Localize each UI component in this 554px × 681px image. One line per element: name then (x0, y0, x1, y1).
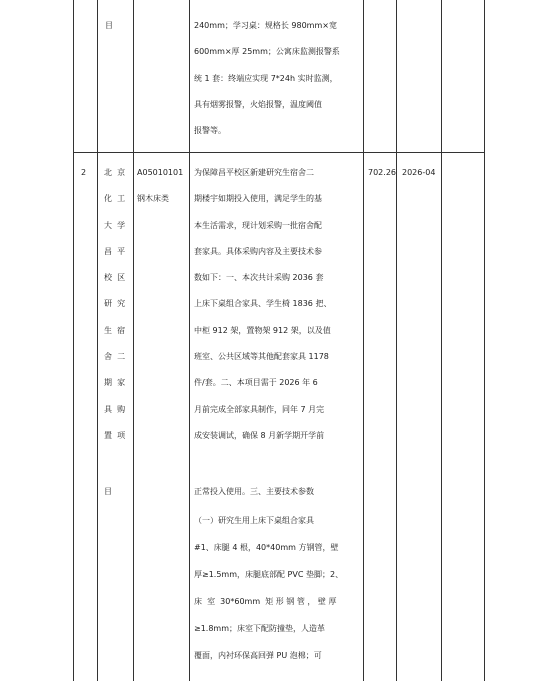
content-line: 具有烟雾报警，火焰报警，温度阈值 (194, 100, 322, 109)
column-divider-index (97, 0, 98, 681)
content-line: 成安装调试，确保 8 月新学期开学前 (194, 431, 325, 440)
content-line: 600mm×厚 25mm；公寓床监测报警系 (194, 47, 340, 56)
content-line: 本生活需求，现计划采购一批宿舍配 (194, 221, 322, 230)
date-value: 2026-04 (402, 168, 436, 177)
content-line: （一）研究生用上床下桌组合家具 (194, 516, 314, 525)
amount-value: 702.26 (368, 168, 396, 177)
project-name-line: 研 究 (104, 299, 126, 308)
content-line: 覆面，内衬环保高回弹 PU 泡棉；可 (194, 651, 322, 660)
project-name-line: 期 家 (104, 378, 126, 387)
content-line: 240mm；学习桌：规格长 980mm×宽 (194, 21, 337, 30)
project-name-tail: 目 (105, 21, 113, 30)
content-line: 月前完成全部家具制作，同年 7 月完 (194, 405, 325, 414)
column-divider-content (363, 0, 364, 681)
column-divider-amount (396, 0, 397, 681)
column-divider-name (133, 0, 134, 681)
content-line: 上床下桌组合家具、学生椅 1836 把、 (194, 299, 332, 308)
project-name-line: 舍 二 (104, 352, 126, 361)
content-line: 厚≥1.5mm，床腿底部配 PVC 垫脚；2、 (194, 570, 344, 579)
project-name-line: 置 项 (104, 431, 126, 440)
content-line: 期楼宇如期投入使用，满足学生的基 (194, 194, 322, 203)
project-name-cell (104, 0, 132, 681)
content-line: 统 1 套：终端应实现 7*24h 实时监测， (194, 74, 338, 83)
project-name-line: 化 工 (104, 194, 126, 203)
project-name-line: 目 (104, 487, 112, 496)
content-line: 报警等。 (194, 126, 226, 135)
content-line: 中柜 912 架，置物架 912 架，以及值 (194, 326, 331, 335)
project-name-line: 昌 平 (104, 247, 126, 256)
content-line: 数如下：一、本次共计采购 2036 套 (194, 273, 324, 282)
table-border-right (484, 0, 485, 681)
content-line: 为保障昌平校区新建研究生宿舍二 (194, 168, 314, 177)
table-border-left (73, 0, 74, 681)
content-cell-row2 (194, 0, 360, 681)
column-divider-code (189, 0, 190, 681)
project-name-line: 北 京 (104, 168, 126, 177)
item-category: 钢木床类 (137, 194, 169, 203)
project-name-line: 校 区 (104, 273, 126, 282)
project-name-line: 生 宿 (104, 326, 126, 335)
content-line: #1、床腿 4 根，40*40mm 方钢管，壁 (194, 543, 339, 552)
content-line: ≥1.8mm；床室下配防撞垫，人造革 (194, 624, 326, 633)
content-line: 套家具。具体采购内容及主要技术参 (194, 247, 322, 256)
item-code: A05010101 (137, 168, 184, 177)
row-index: 2 (81, 168, 87, 177)
content-line: 正常投入使用。三、主要技术参数 (194, 487, 314, 496)
content-line: 床 室 30*60mm 矩 形 钢 管 ， 壁 厚 (194, 597, 337, 606)
project-name-line: 大 学 (104, 221, 126, 230)
column-divider-date (441, 0, 442, 681)
content-line: 班室、公共区域等其他配套家具 1178 (194, 352, 329, 361)
content-line: 件/套。二、本项目需于 2026 年 6 (194, 378, 318, 387)
project-name-line: 具 购 (104, 405, 126, 414)
